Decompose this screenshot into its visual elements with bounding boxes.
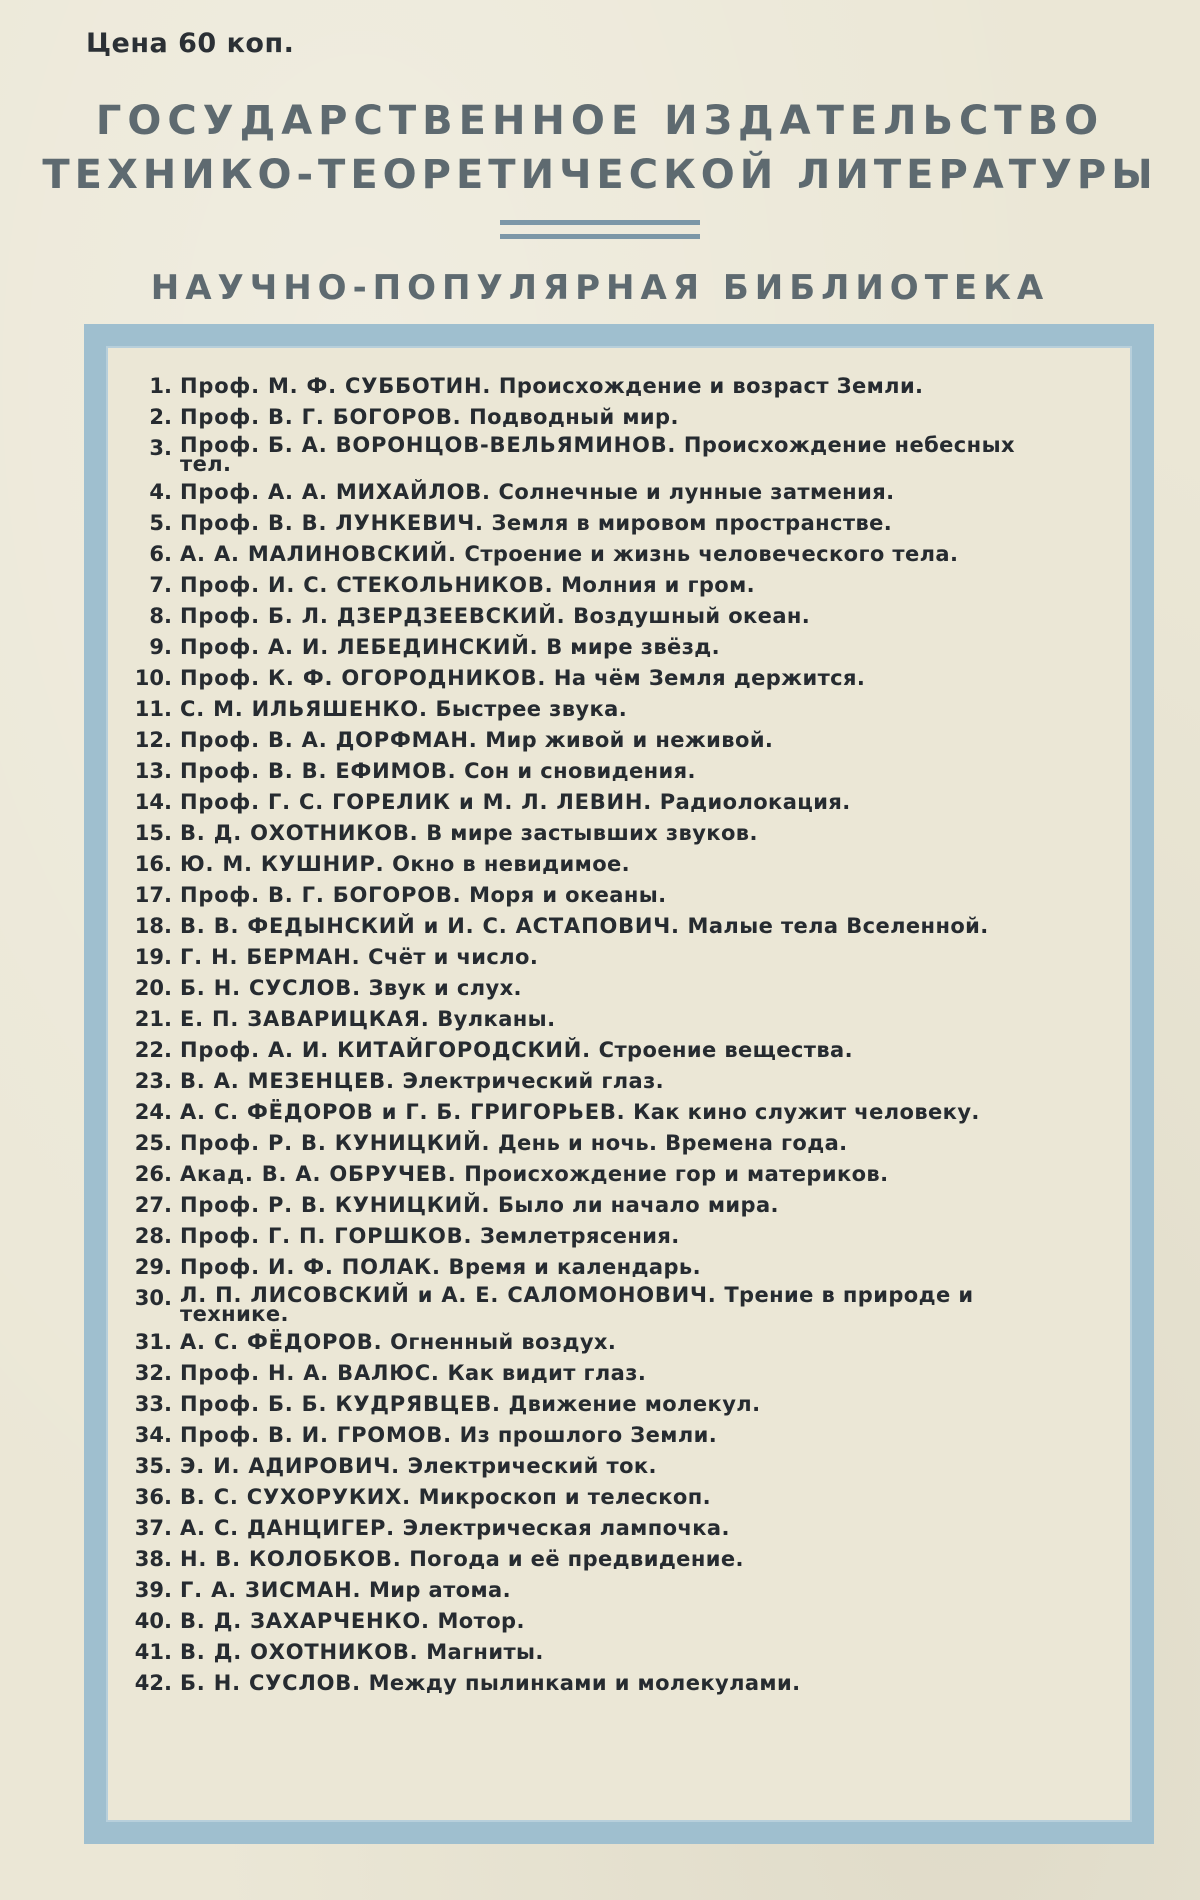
book-list-item <box>120 1224 1020 1249</box>
book-author: Проф. А. А. МИХАЙЛОВ. <box>180 480 491 504</box>
book-title: Воздушный океан. <box>573 604 811 628</box>
book-list-item <box>120 480 1020 505</box>
book-title: Микроскоп и телескоп. <box>418 1485 712 1509</box>
book-entry <box>180 1131 1020 1156</box>
book-author: С. М. ИЛЬЯШЕНКО. <box>180 697 428 721</box>
book-title: Окно в невидимое. <box>392 852 631 876</box>
book-author: Б. Н. СУСЛОВ. <box>180 976 361 1000</box>
book-list-item <box>120 1609 1020 1634</box>
book-author: А. С. ФЁДОРОВ и Г. Б. ГРИГОРЬЕВ. <box>180 1100 626 1124</box>
book-number: 31. <box>134 1330 172 1354</box>
book-entry <box>180 1283 1020 1326</box>
book-list-item <box>120 1283 1020 1326</box>
price-label: Цена 60 коп. <box>86 28 295 59</box>
book-title: Магниты. <box>426 1640 544 1664</box>
book-list-item <box>120 1162 1020 1187</box>
book-author: Проф. И. Ф. ПОЛАК. <box>180 1255 441 1279</box>
book-list-item <box>120 1100 1020 1125</box>
book-entry <box>180 604 1020 629</box>
book-title: На чём Земля держится. <box>553 666 866 690</box>
book-author: Е. П. ЗАВАРИЦКАЯ. <box>180 1007 430 1031</box>
book-entry <box>180 1640 1020 1665</box>
book-entry <box>180 852 1020 877</box>
book-number: 22. <box>134 1038 172 1062</box>
book-list-item <box>120 728 1020 753</box>
book-author: Э. И. АДИРОВИЧ. <box>180 1454 400 1478</box>
book-title: Строение вещества. <box>598 1038 853 1062</box>
book-author: Проф. В. И. ГРОМОВ. <box>180 1423 452 1447</box>
book-number: 28. <box>134 1224 172 1248</box>
book-title: День и ночь. Времена года. <box>497 1131 848 1155</box>
book-title: Электрическая лампочка. <box>402 1516 730 1540</box>
book-number: 30. <box>134 1286 172 1310</box>
book-title: Мотор. <box>437 1609 525 1633</box>
book-list-item <box>120 759 1020 784</box>
book-title: Погода и её предвидение. <box>409 1547 744 1571</box>
book-entry <box>180 1330 1020 1355</box>
book-number: 35. <box>134 1454 172 1478</box>
book-author: Проф. Г. С. ГОРЕЛИК и М. Л. ЛЕВИН. <box>180 790 653 814</box>
book-author: В. С. СУХОРУКИХ. <box>180 1485 411 1509</box>
book-author: В. А. МЕЗЕНЦЕВ. <box>180 1069 395 1093</box>
book-title: Звук и слух. <box>368 976 522 1000</box>
book-title: Подводный мир. <box>469 405 679 429</box>
book-list-item <box>120 1069 1020 1094</box>
book-title: Мир атома. <box>368 1578 511 1602</box>
book-title: Радиолокация. <box>659 790 851 814</box>
book-author: Проф. В. Г. БОГОРОВ. <box>180 405 462 429</box>
book-list <box>120 374 1020 1702</box>
book-title: Счёт и число. <box>368 945 539 969</box>
book-author: Проф. Б. А. ВОРОНЦОВ-ВЕЛЬЯМИНОВ. <box>180 433 677 457</box>
book-title: Движение молекул. <box>508 1392 761 1416</box>
book-author: Проф. В. В. ЛУНКЕВИЧ. <box>180 511 484 535</box>
book-author: Проф. А. И. КИТАЙГОРОДСКИЙ. <box>180 1038 591 1062</box>
publisher-name-line-2: ТЕХНИКО-ТЕОРЕТИЧЕСКОЙ ЛИТЕРАТУРЫ <box>42 152 1158 198</box>
book-author: Проф. Р. В. КУНИЦКИЙ. <box>180 1193 491 1217</box>
book-title: Трение в природе и технике. <box>180 1283 974 1326</box>
book-number: 27. <box>134 1193 172 1217</box>
book-title: Землетрясения. <box>479 1224 680 1248</box>
book-number: 33. <box>134 1392 172 1416</box>
book-title: Как видит глаз. <box>447 1361 647 1385</box>
book-number: 9. <box>149 635 172 659</box>
book-entry <box>180 433 1020 476</box>
book-number: 34. <box>134 1423 172 1447</box>
book-entry <box>180 883 1020 908</box>
book-entry <box>180 945 1020 970</box>
book-number: 14. <box>134 790 172 814</box>
publisher-name-line-1: ГОСУДАРСТВЕННОЕ ИЗДАТЕЛЬСТВО <box>95 98 1105 144</box>
book-author: Проф. Г. П. ГОРШКОВ. <box>180 1224 473 1248</box>
book-entry <box>180 1609 1020 1634</box>
book-author: В. Д. ОХОТНИКОВ. <box>180 821 419 845</box>
book-list-item <box>120 405 1020 430</box>
book-entry <box>180 976 1020 1001</box>
book-number: 11. <box>134 697 172 721</box>
book-author: Проф. Б. Б. КУДРЯВЦЕВ. <box>180 1392 501 1416</box>
book-entry <box>180 759 1020 784</box>
book-list-item <box>120 821 1020 846</box>
book-author: Проф. И. С. СТЕКОЛЬНИКОВ. <box>180 573 554 597</box>
book-number: 36. <box>134 1485 172 1509</box>
book-entry <box>180 635 1020 660</box>
book-title: Электрический ток. <box>407 1454 657 1478</box>
book-number: 2. <box>149 405 172 429</box>
book-number: 21. <box>134 1007 172 1031</box>
book-list-item <box>120 542 1020 567</box>
book-number: 6. <box>149 542 172 566</box>
book-title: Происхождение и возраст Земли. <box>498 374 924 398</box>
book-author: Акад. В. А. ОБРУЧЕВ. <box>180 1162 457 1186</box>
book-number: 12. <box>134 728 172 752</box>
book-number: 13. <box>134 759 172 783</box>
book-list-item <box>120 511 1020 536</box>
book-author: А. С. ДАНЦИГЕР. <box>180 1516 395 1540</box>
double-rule-bottom <box>500 234 700 239</box>
book-number: 29. <box>134 1255 172 1279</box>
book-entry <box>180 697 1020 722</box>
book-entry <box>180 374 1020 399</box>
book-list-item <box>120 635 1020 660</box>
book-list-item <box>120 945 1020 970</box>
book-entry <box>180 914 1020 939</box>
book-author: Проф. М. Ф. СУББОТИН. <box>180 374 492 398</box>
book-title: Молния и гром. <box>561 573 756 597</box>
book-author: Проф. Р. В. КУНИЦКИЙ. <box>180 1131 491 1155</box>
double-rule-top <box>500 220 700 225</box>
book-number: 41. <box>134 1640 172 1664</box>
book-author: Л. П. ЛИСОВСКИЙ и А. Е. САЛОМОНОВИЧ. <box>180 1283 717 1307</box>
book-title: Солнечные и лунные затмения. <box>498 480 895 504</box>
book-list-item <box>120 1423 1020 1448</box>
book-number: 4. <box>149 480 172 504</box>
book-title: Земля в мировом пространстве. <box>491 511 893 535</box>
book-number: 10. <box>134 666 172 690</box>
book-list-item <box>120 666 1020 691</box>
book-title: Между пылинками и молекулами. <box>368 1671 801 1695</box>
book-entry <box>180 1361 1020 1386</box>
book-list-item <box>120 1671 1020 1696</box>
book-entry <box>180 1162 1020 1187</box>
book-list-item <box>120 883 1020 908</box>
book-title: В мире звёзд. <box>546 635 721 659</box>
book-title: Происхождение небесных тел. <box>180 433 1015 476</box>
book-number: 5. <box>149 511 172 535</box>
book-author: Г. Н. БЕРМАН. <box>180 945 361 969</box>
book-entry <box>180 790 1020 815</box>
book-list-item <box>120 1255 1020 1280</box>
book-title: Время и календарь. <box>448 1255 701 1279</box>
book-number: 39. <box>134 1578 172 1602</box>
book-list-item <box>120 1640 1020 1665</box>
book-author: А. А. МАЛИНОВСКИЙ. <box>180 542 457 566</box>
book-author: В. В. ФЕДЫНСКИЙ и И. С. АСТАПОВИЧ. <box>180 914 680 938</box>
book-entry <box>180 1454 1020 1479</box>
book-list-item <box>120 604 1020 629</box>
book-list-item <box>120 1193 1020 1218</box>
book-number: 8. <box>149 604 172 628</box>
book-number: 25. <box>134 1131 172 1155</box>
book-list-item <box>120 1454 1020 1479</box>
book-title: Было ли начало мира. <box>497 1193 779 1217</box>
book-number: 7. <box>149 573 172 597</box>
book-number: 17. <box>134 883 172 907</box>
book-title: Электрический глаз. <box>402 1069 665 1093</box>
book-number: 19. <box>134 945 172 969</box>
book-entry <box>180 1516 1020 1541</box>
book-list-item <box>120 697 1020 722</box>
book-entry <box>180 511 1020 536</box>
book-entry <box>180 1007 1020 1032</box>
book-list-item <box>120 1007 1020 1032</box>
book-author: В. Д. ОХОТНИКОВ. <box>180 1640 419 1664</box>
book-entry <box>180 1224 1020 1249</box>
book-number: 23. <box>134 1069 172 1093</box>
book-number: 20. <box>134 976 172 1000</box>
book-author: Б. Н. СУСЛОВ. <box>180 1671 361 1695</box>
book-author: Проф. К. Ф. ОГОРОДНИКОВ. <box>180 666 547 690</box>
book-title: Вулканы. <box>437 1007 556 1031</box>
book-entry <box>180 480 1020 505</box>
book-author: Ю. М. КУШНИР. <box>180 852 385 876</box>
book-entry <box>180 821 1020 846</box>
book-title: Малые тела Вселенной. <box>687 914 989 938</box>
book-number: 40. <box>134 1609 172 1633</box>
book-number: 32. <box>134 1361 172 1385</box>
book-number: 3. <box>149 436 172 460</box>
book-number: 15. <box>134 821 172 845</box>
book-author: А. С. ФЁДОРОВ. <box>180 1330 383 1354</box>
book-list-item <box>120 1038 1020 1063</box>
book-number: 38. <box>134 1547 172 1571</box>
book-entry <box>180 1069 1020 1094</box>
book-number: 16. <box>134 852 172 876</box>
book-number: 24. <box>134 1100 172 1124</box>
book-list-item <box>120 1547 1020 1572</box>
book-list-item <box>120 374 1020 399</box>
book-title: Как кино служит человеку. <box>633 1100 980 1124</box>
book-author: Проф. В. А. ДОРФМАН. <box>180 728 478 752</box>
book-entry <box>180 1547 1020 1572</box>
book-entry <box>180 1423 1020 1448</box>
book-list-item <box>120 852 1020 877</box>
book-title: Происхождение гор и материков. <box>464 1162 889 1186</box>
book-number: 1. <box>149 374 172 398</box>
book-number: 26. <box>134 1162 172 1186</box>
book-title: Из прошлого Земли. <box>459 1423 718 1447</box>
book-entry <box>180 405 1020 430</box>
book-title: Сон и сновидения. <box>464 759 696 783</box>
book-title: Моря и океаны. <box>469 883 667 907</box>
book-title: Быстрее звука. <box>435 697 628 721</box>
book-author: Проф. Н. А. ВАЛЮС. <box>180 1361 440 1385</box>
book-number: 42. <box>134 1671 172 1695</box>
book-entry <box>180 542 1020 567</box>
book-author: Проф. В. В. ЕФИМОВ. <box>180 759 457 783</box>
book-number: 18. <box>134 914 172 938</box>
book-entry <box>180 1671 1020 1696</box>
book-entry <box>180 666 1020 691</box>
book-list-item <box>120 1485 1020 1510</box>
book-list-item <box>120 1392 1020 1417</box>
book-title: Огненный воздух. <box>390 1330 617 1354</box>
book-author: В. Д. ЗАХАРЧЕНКО. <box>180 1609 430 1633</box>
book-author: Проф. Б. Л. ДЗЕРДЗЕЕВСКИЙ. <box>180 604 566 628</box>
book-entry <box>180 1193 1020 1218</box>
book-entry <box>180 1392 1020 1417</box>
series-title: НАУЧНО-ПОПУЛЯРНАЯ БИБЛИОТЕКА <box>150 268 1050 308</box>
book-title: Мир живой и неживой. <box>485 728 774 752</box>
book-number: 37. <box>134 1516 172 1540</box>
book-list-item <box>120 914 1020 939</box>
book-title: Строение и жизнь человеческого тела. <box>464 542 959 566</box>
book-list-item <box>120 573 1020 598</box>
book-list-item <box>120 1131 1020 1156</box>
book-list-item <box>120 433 1020 476</box>
book-list-item <box>120 1361 1020 1386</box>
book-entry <box>180 1578 1020 1603</box>
book-title: В мире застывших звуков. <box>426 821 758 845</box>
book-list-item <box>120 976 1020 1001</box>
book-list-item <box>120 1516 1020 1541</box>
book-list-item <box>120 1330 1020 1355</box>
book-author: Проф. В. Г. БОГОРОВ. <box>180 883 462 907</box>
book-entry <box>180 1255 1020 1280</box>
book-list-item <box>120 1578 1020 1603</box>
book-entry <box>180 1100 1020 1125</box>
book-author: Г. А. ЗИСМАН. <box>180 1578 362 1602</box>
book-entry <box>180 1485 1020 1510</box>
book-author: Н. В. КОЛОБКОВ. <box>180 1547 402 1571</box>
book-list-item <box>120 790 1020 815</box>
book-entry <box>180 1038 1020 1063</box>
book-author: Проф. А. И. ЛЕБЕДИНСКИЙ. <box>180 635 539 659</box>
book-entry <box>180 573 1020 598</box>
book-entry <box>180 728 1020 753</box>
